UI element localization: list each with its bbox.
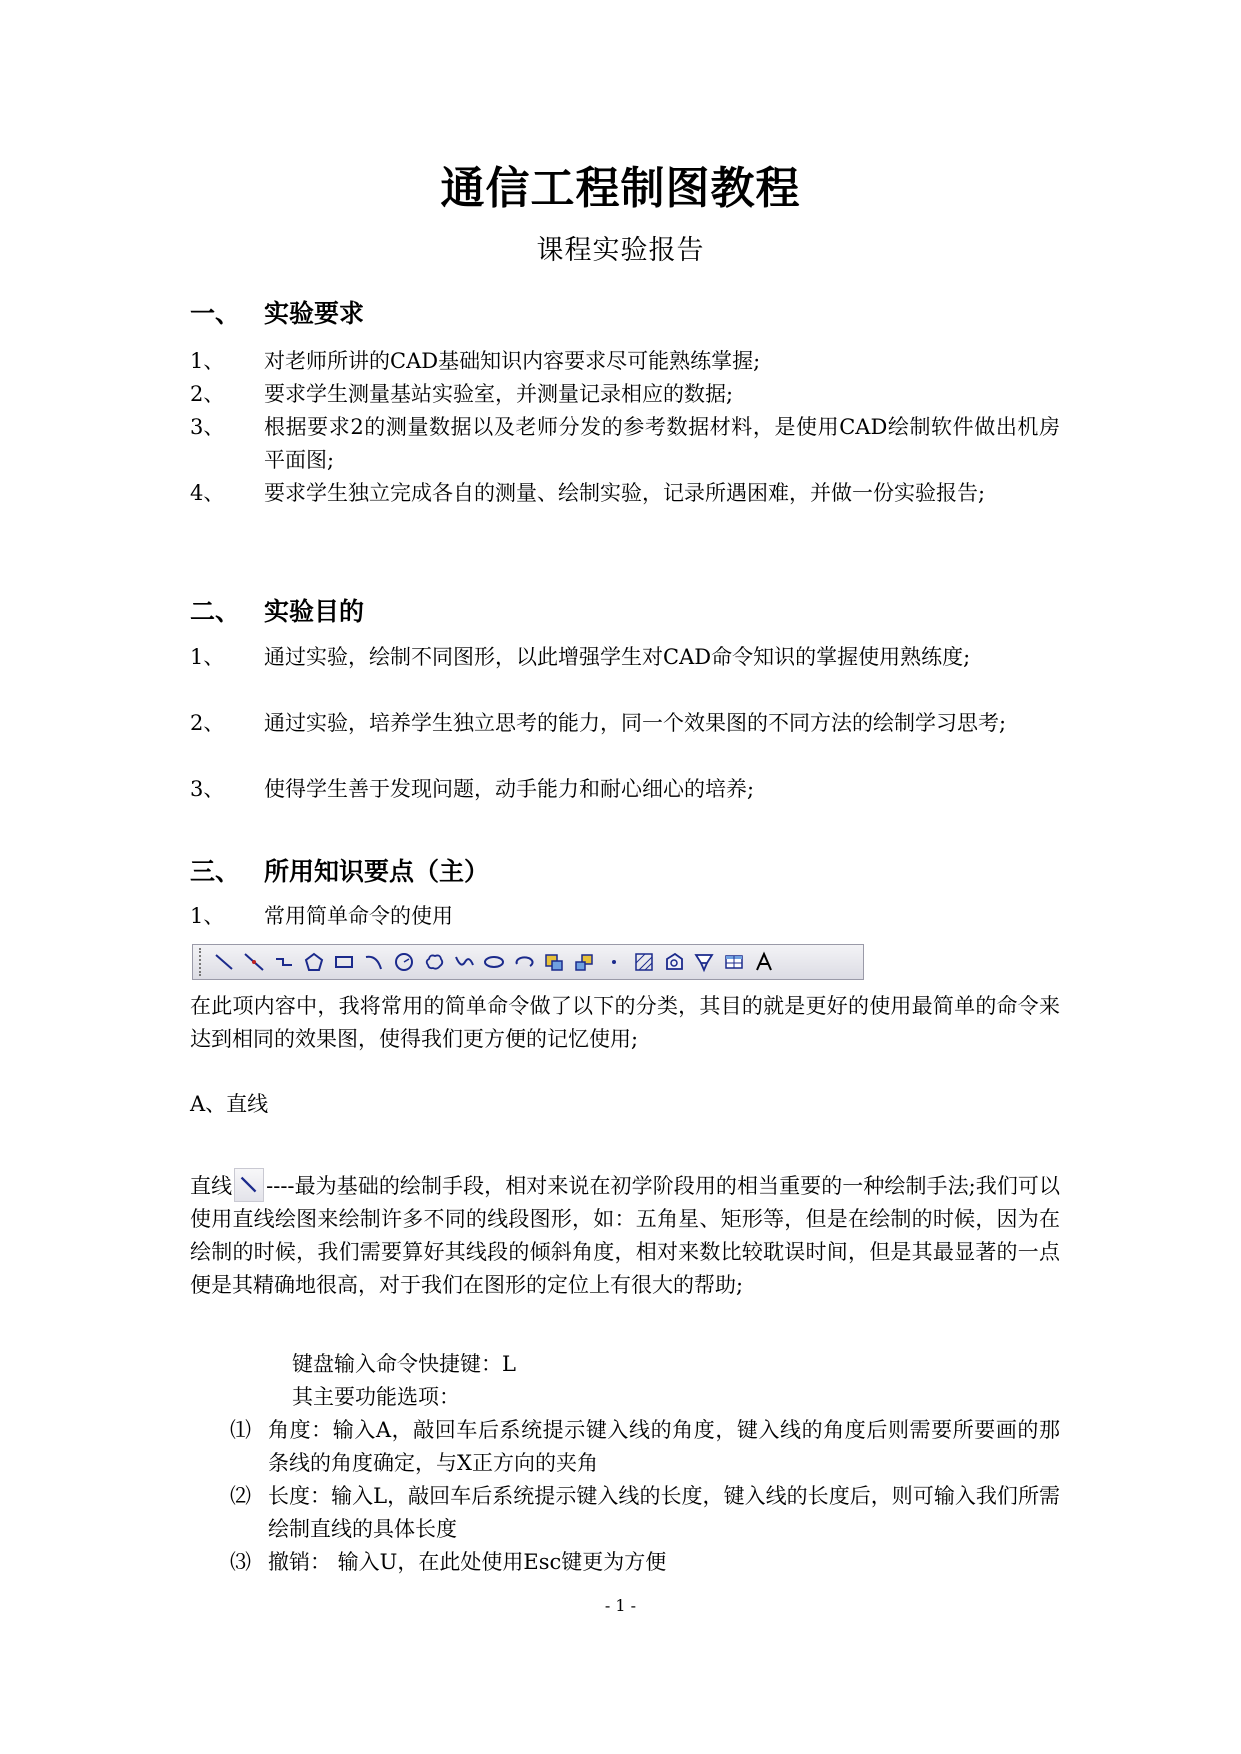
line-icon [211,949,237,975]
list-item-number: 1、 [190,349,225,373]
circle-icon [391,949,417,975]
list-item-text: 使得学生善于发现问题，动手能力和耐心细心的培养; [264,777,755,801]
list-item-text: 通过实验，培养学生独立思考的能力，同一个效果图的不同方法的绘制学习思考; [264,711,1007,735]
construction-line-icon [241,949,267,975]
list-item [190,345,1060,378]
list-item-number: 1、 [190,645,225,669]
hatch-icon [631,949,657,975]
cad-draw-toolbar [192,944,864,980]
options-title: 其主要功能选项： [292,1385,460,1409]
shortcut-text: 键盘输入命令快捷键：L [292,1352,516,1376]
polygon-icon [301,949,327,975]
list-item-text: 要求学生独立完成各自的测量、绘制实验，记录所遇困难，并做一份实验报告; [264,481,986,505]
option-number: ⑶ [230,1550,251,1574]
list-item-text: 根据要求2的测量数据以及老师分发的参考数据材料，是使用CAD绘制软件做出机房平面图; [264,415,1060,472]
list-item [190,707,1060,740]
list-item-text: 要求学生测量基站实验室，并测量记录相应的数据; [264,382,734,406]
option-number: ⑵ [230,1484,251,1508]
option-text: 撤销： 输入U，在此处使用Esc键更为方便 [268,1550,667,1574]
section-title: 实验目的 [264,597,365,626]
list-item [190,378,1060,411]
section-number: 二、 [190,597,241,626]
option-item [230,1414,1060,1480]
section-title: 实验要求 [264,299,365,328]
section-number: 一、 [190,299,241,328]
line-icon [234,1168,264,1202]
option-number: ⑴ [230,1418,251,1442]
polyline-icon [271,949,297,975]
section-heading-knowledge-points [190,852,489,888]
list-item [190,477,1060,510]
table-icon [721,949,747,975]
option-item [230,1480,1060,1546]
option-text: 长度：输入L，敲回车后系统提示键入线的长度，键入线的长度后，则可输入我们所需绘制直线的具体长度 [268,1484,1060,1541]
list-item-text: 通过实验，绘制不同图形，以此增强学生对CAD命令知识的掌握使用熟练度; [264,645,971,669]
section-heading-requirements [190,294,364,330]
list-item-text: 对老师所讲的CAD基础知识内容要求尽可能熟练掌握; [264,349,761,373]
list-item [190,641,1060,674]
list-item [190,773,1060,806]
section-number: 三、 [190,857,241,886]
list-item-number: 2、 [190,711,225,735]
gradient-icon [691,949,717,975]
option-item [230,1546,1060,1579]
insert-block-icon [541,949,567,975]
list-item [190,900,1060,933]
document-subtitle: 课程实验报告 [536,235,705,266]
rectangle-icon [331,949,357,975]
option-text: 角度：输入A，敲回车后系统提示键入线的角度，键入线的角度后则需要所要画的那条线的角度确定，与X正方向的夹角 [268,1418,1060,1475]
point-icon [601,949,627,975]
list-item-number: 3、 [190,415,225,439]
revision-cloud-icon [421,949,447,975]
make-block-icon [571,949,597,975]
section-title: 所用知识要点（主） [264,857,490,886]
ellipse-arc-icon [511,949,537,975]
section-heading-objectives [190,592,364,628]
line-description-text: ----最为基础的绘制手段，相对来说在初学阶段用的相当重要的一种绘制手法;我们可以使用直线绘图来绘制许多不同的线段图形，如：五角星、矩形等，但是在绘制的时候，因为在绘制的时候，我们需要算好其线段的倾斜角度，相对来数比较耽误时间，但是其最显著的一点便是其精确地很高，对于我们在图形的定位上有很大的帮助; [190,1174,1060,1297]
list-item [190,411,1060,477]
list-item-number: 4、 [190,481,225,505]
page-number: - 1 - [604,1596,637,1615]
list-item-number: 1、 [190,904,225,928]
document-title: 通信工程制图教程 [440,163,801,214]
toolbar-grip [199,948,205,976]
line-description-paragraph [190,1168,1060,1302]
line-label: 直线 [190,1174,233,1198]
spline-icon [451,949,477,975]
intro-paragraph: 在此项内容中，我将常用的简单命令做了以下的分类，其目的就是更好的使用最简单的命令来达到相同的效果图，使得我们更方便的记忆使用; [190,994,1060,1051]
list-item-number: 3、 [190,777,225,801]
list-item-number: 2、 [190,382,225,406]
list-item-text: 常用简单命令的使用 [264,904,453,928]
subsection-title: A、直线 [190,1092,269,1116]
arc-icon [361,949,387,975]
region-icon [661,949,687,975]
multiline-text-icon [751,949,777,975]
ellipse-icon [481,949,507,975]
